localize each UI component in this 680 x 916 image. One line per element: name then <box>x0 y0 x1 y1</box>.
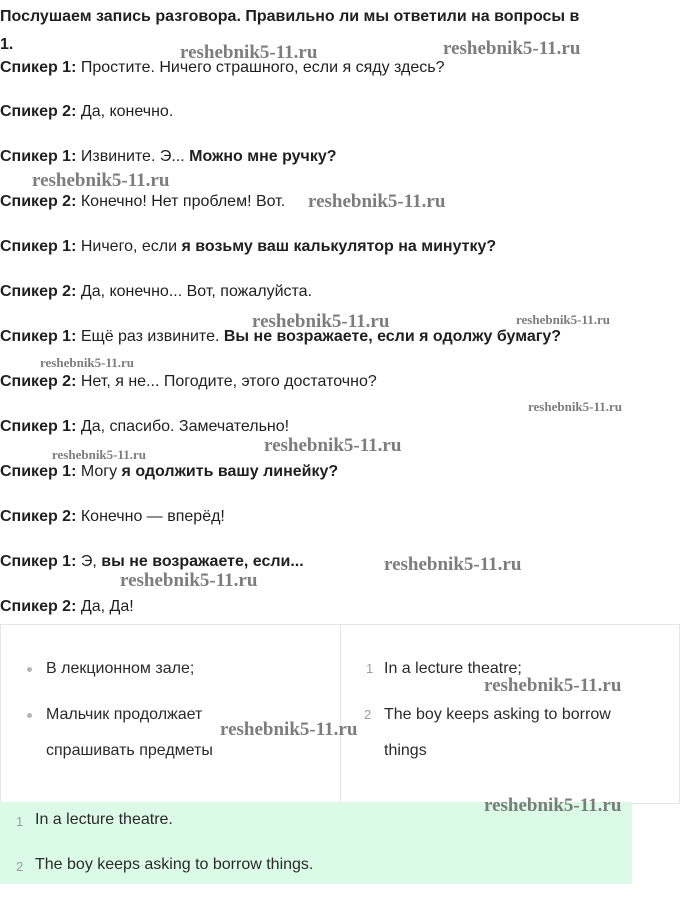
watermark: reshebnik5-11.ru <box>484 675 622 696</box>
dialogue-line <box>0 552 304 572</box>
speech-text: Да, конечно. <box>76 103 174 120</box>
speaker-label: Спикер 1: <box>0 59 77 76</box>
item-number: 1 <box>366 661 374 676</box>
speaker-label: Спикер 1: <box>0 238 77 255</box>
speaker-label: Спикер 2: <box>0 193 77 210</box>
intro-heading-cut-line: 1. <box>0 36 14 53</box>
speaker-label: Спикер 2: <box>0 598 77 615</box>
watermark: reshebnik5-11.ru <box>120 570 258 591</box>
speaker-label: Спикер 2: <box>0 508 77 525</box>
speaker-label: Спикер 1: <box>0 418 77 435</box>
watermark: reshebnik5-11.ru <box>220 719 358 740</box>
dialogue-line <box>0 237 496 257</box>
speech-emphasis: Вы не возражаете, если я одолжу бумагу? <box>223 328 562 345</box>
dialogue-line <box>0 192 285 212</box>
answer-line: In a lecture theatre. <box>35 811 173 828</box>
speech-emphasis: я одолжить вашу линейку? <box>121 463 339 480</box>
speaker-label: Спикер 2: <box>0 283 77 300</box>
dialogue-line <box>0 507 225 527</box>
dialogue-line <box>0 102 173 122</box>
speech-text: Нет, я не... Погодите, этого достаточно? <box>76 373 377 390</box>
speech-text: Простите. Ничего страшного, если я сяду здесь? <box>76 59 445 76</box>
english-column <box>340 625 680 803</box>
watermark: reshebnik5-11.ru <box>484 795 622 816</box>
intro-heading: Послушаем запись разговора. Правильно ли мы ответили на вопросы в <box>0 8 580 25</box>
speaker-label: Спикер 1: <box>0 463 77 480</box>
watermark: reshebnik5-11.ru <box>32 170 170 191</box>
speech-text: Конечно — вперёд! <box>76 508 225 525</box>
list-item: The boy keeps asking to borrow <box>384 706 611 723</box>
watermark: reshebnik5-11.ru <box>384 554 522 575</box>
dialogue-line <box>0 462 338 482</box>
watermark: reshebnik5-11.ru <box>443 38 581 59</box>
list-item-continued: things <box>384 742 427 759</box>
speech-text: Могу <box>76 463 122 480</box>
answer-number: 2 <box>16 859 24 874</box>
speech-text: Да, Да! <box>76 598 134 615</box>
speech-text: Ещё раз извините. <box>76 328 224 345</box>
list-item: В лекционном зале; <box>46 660 195 677</box>
russian-column <box>0 625 341 803</box>
speech-text: Извините. Э... <box>76 148 190 165</box>
list-item: Мальчик продолжает <box>46 706 203 723</box>
speech-text: Да, спасибо. Замечательно! <box>76 418 290 435</box>
bullet-icon <box>27 667 32 672</box>
speaker-label: Спикер 1: <box>0 148 77 165</box>
speaker-label: Спикер 1: <box>0 328 77 345</box>
watermark: reshebnik5-11.ru <box>252 311 390 332</box>
speaker-label: Спикер 2: <box>0 103 77 120</box>
dialogue-line <box>0 417 289 437</box>
watermark: reshebnik5-11.ru <box>264 435 402 456</box>
watermark: reshebnik5-11.ru <box>516 312 611 327</box>
dialogue-line <box>0 147 337 167</box>
speech-text: Да, конечно... Вот, пожалуйста. <box>76 283 313 300</box>
speaker-label: Спикер 1: <box>0 553 77 570</box>
answer-line: The boy keeps asking to borrow things. <box>35 856 314 873</box>
speech-emphasis: вы не возражаете, если... <box>101 553 304 570</box>
watermark: reshebnik5-11.ru <box>308 191 446 212</box>
watermark: reshebnik5-11.ru <box>40 355 135 370</box>
dialogue-line <box>0 282 312 302</box>
bullet-icon <box>27 713 32 718</box>
dialogue-line <box>0 372 377 392</box>
watermark: reshebnik5-11.ru <box>528 399 623 414</box>
speech-emphasis: я возьму ваш калькулятор на минутку? <box>181 238 497 255</box>
speech-text: Э, <box>76 553 102 570</box>
speech-text: Ничего, если <box>76 238 182 255</box>
watermark: reshebnik5-11.ru <box>180 42 318 63</box>
speech-text: Конечно! Нет проблем! Вот. <box>76 193 286 210</box>
dialogue-line <box>0 597 134 617</box>
answer-number: 1 <box>16 814 24 829</box>
item-number: 2 <box>364 707 372 722</box>
speech-emphasis: Можно мне ручку? <box>189 148 337 165</box>
list-item-continued: спрашивать предметы <box>46 742 213 759</box>
speaker-label: Спикер 2: <box>0 373 77 390</box>
list-item: In a lecture theatre; <box>384 660 522 677</box>
translation-table <box>0 624 680 804</box>
watermark: reshebnik5-11.ru <box>52 447 147 462</box>
